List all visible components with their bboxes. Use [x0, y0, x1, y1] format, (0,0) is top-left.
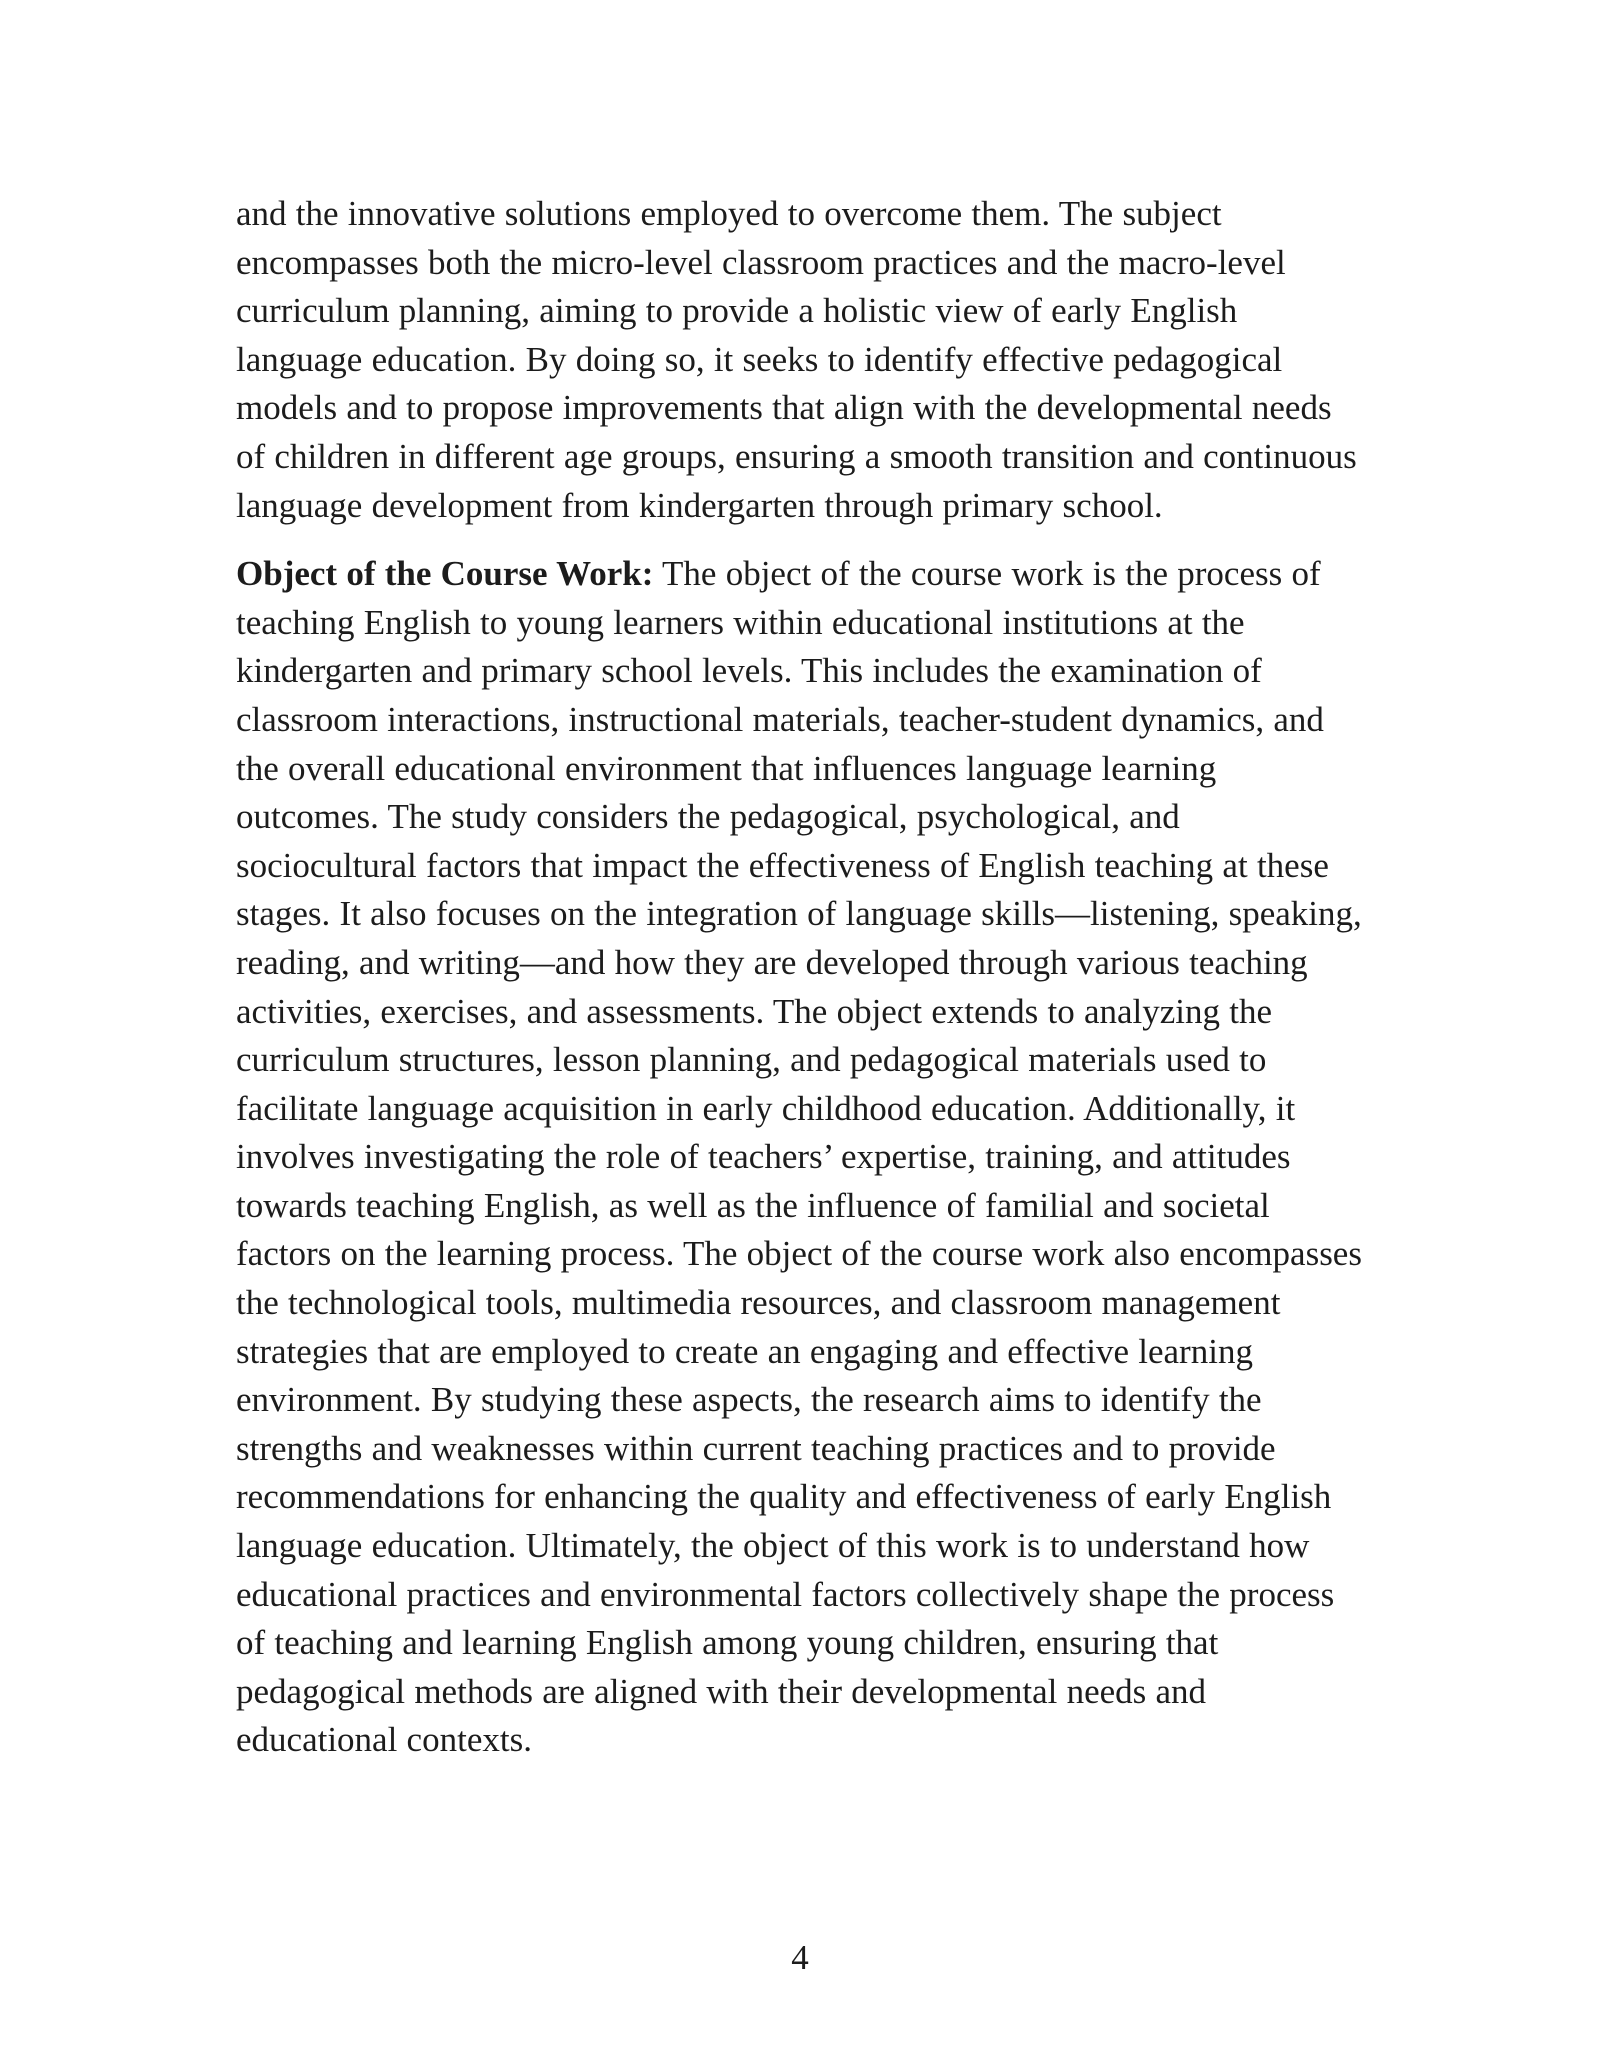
subject-paragraph-continuation: and the innovative solutions employed to overcome them. The subject encompasses both the micro-level classroom practices and the macro-level curriculum planning, aiming to provide a holistic view of early English language education. By doing so, it seeks to identify effective pedagogical models and to propose improvements that align with the developmental needs of children in different age groups, ensuring a smooth transition and continuous language development from kindergarten through primary school. — [236, 194, 1357, 525]
object-of-course-work-paragraph — [236, 550, 1368, 1765]
object-paragraph-body: The object of the course work is the process of teaching English to young learners within educational institutions at the kindergarten and primary school levels. This includes the examination of classroom interactions, instructional materials, teacher-student dynamics, and the overall educational environment that influences language learning outcomes. The study considers the pedagogical, psychological, and sociocultural factors that impact the effectiveness of English teaching at these stages. It also focuses on the integration of language skills—listening, speaking, reading, and writing—and how they are developed through various teaching activities, exercises, and assessments. The object extends to analyzing the curriculum structures, lesson planning, and pedagogical materials used to facilitate language acquisition in early childhood education. Additionally, it involves investigating the role of teachers’ expertise, training, and attitudes towards teaching English, as well as the influence of familial and societal factors on the learning process. The object of the course work also encompasses the technological tools, multimedia resources, and classroom management strategies that are employed to create an engaging and effective learning environment. By studying these aspects, the research aims to identify the strengths and weaknesses within current teaching practices and to provide recommendations for enhancing the quality and effectiveness of early English language education. Ultimately, the object of this work is to understand how educational practices and environmental factors collectively shape the process of teaching and learning English among young children, ensuring that pedagogical methods are aligned with their developmental needs and educational contexts. — [236, 554, 1362, 1760]
page-body — [236, 190, 1368, 1765]
object-heading-label: Object of the Course Work: — [236, 554, 654, 594]
page-number: 4 — [791, 1938, 809, 1977]
